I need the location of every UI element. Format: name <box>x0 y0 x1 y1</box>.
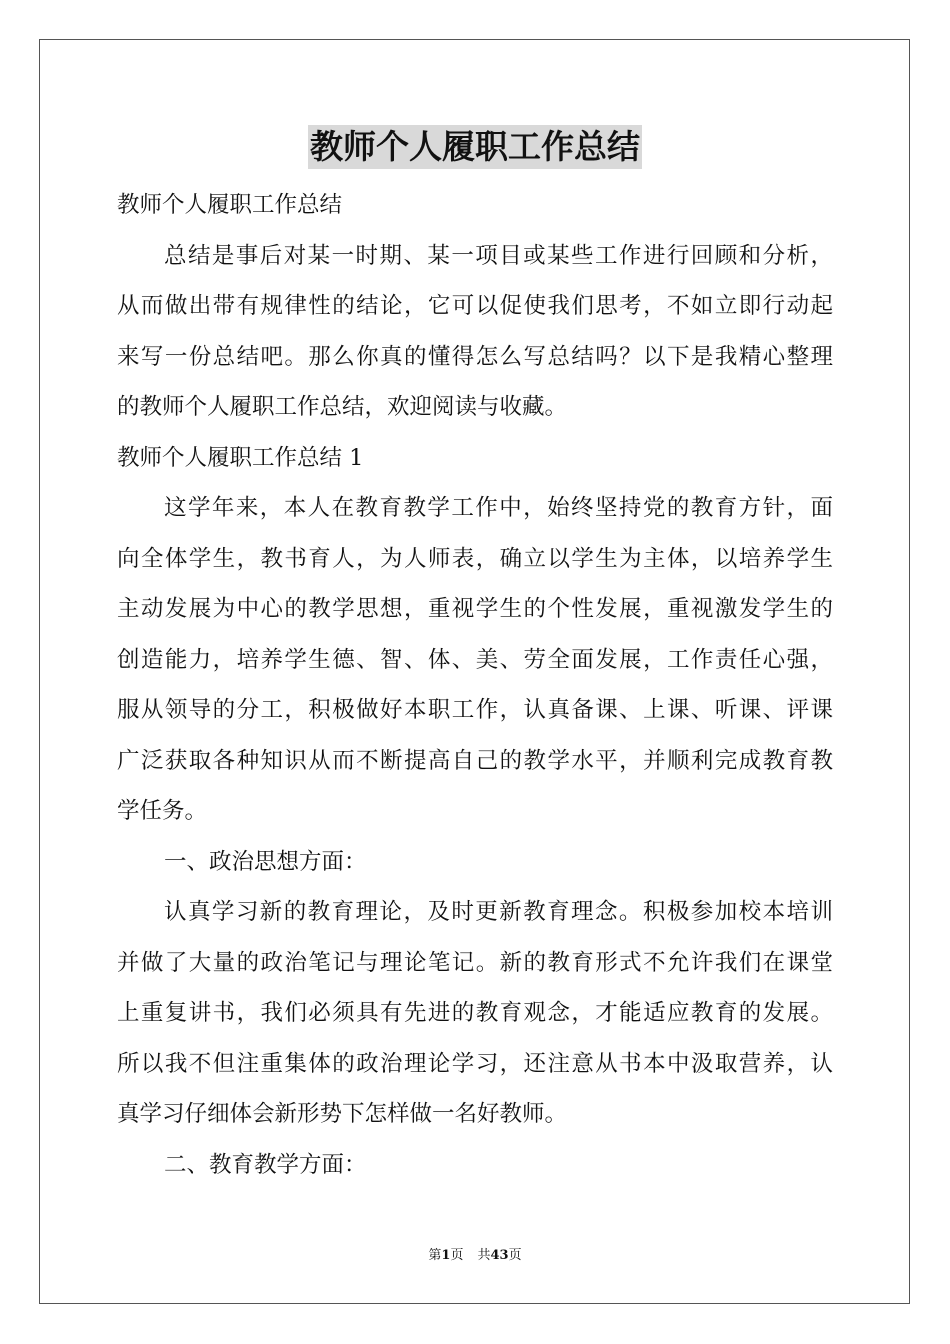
footer-page-prefix: 第 <box>428 1248 442 1263</box>
text-line: 二、教育教学方面： <box>164 1151 367 1178</box>
page-footer <box>0 1247 950 1265</box>
footer-total-prefix: 共 <box>477 1248 491 1263</box>
footer-page-suffix: 页 <box>450 1248 464 1263</box>
text-line: 创造能力，培养学生德、智、体、美、劳全面发展，工作责任心强， <box>117 646 833 673</box>
title-container <box>0 125 950 169</box>
text-line: 教师个人履职工作总结 <box>117 192 343 218</box>
text-line: 来写一份总结吧。那么你真的懂得怎么写总结吗？以下是我精心整理 <box>117 343 833 370</box>
text-line: 所以我不但注重集体的政治理论学习，还注意从书本中汲取营养，认 <box>117 1050 833 1077</box>
text-line: 认真学习新的教育理论，及时更新教育理念。积极参加校本培训 <box>164 899 833 925</box>
text-line: 向全体学生，教书育人，为人师表，确立以学生为主体，以培养学生 <box>117 545 833 572</box>
text-line: 广泛获取各种知识从而不断提高自己的教学水平，并顺利完成教育教 <box>117 747 833 774</box>
text-line: 总结是事后对某一时期、某一项目或某些工作进行回顾和分析， <box>164 242 833 269</box>
text-line: 并做了大量的政治笔记与理论笔记。新的教育形式不允许我们在课堂 <box>117 949 833 976</box>
text-line: 一、政治思想方面： <box>164 848 367 875</box>
text-line: 真学习仔细体会新形势下怎样做一名好教师。 <box>117 1101 568 1127</box>
text-line: 教师个人履职工作总结 1 <box>117 444 364 471</box>
footer-total-pages: 43 <box>490 1248 509 1263</box>
text-line: 服从领导的分工，积极做好本职工作，认真备课、上课、听课、评课 <box>117 697 833 723</box>
footer-total-suffix: 页 <box>508 1248 522 1263</box>
document-title: 教师个人履职工作总结 <box>308 125 642 169</box>
text-line: 从而做出带有规律性的结论，它可以促使我们思考，不如立即行动起 <box>117 293 833 319</box>
text-line: 主动发展为中心的教学思想，重视学生的个性发展，重视激发学生的 <box>117 596 833 622</box>
text-line: 上重复讲书，我们必须具有先进的教育观念，才能适应教育的发展。 <box>117 1000 833 1026</box>
text-line: 的教师个人履职工作总结，欢迎阅读与收藏。 <box>117 394 568 420</box>
text-line: 这学年来，本人在教育教学工作中，始终坚持党的教育方针，面 <box>164 495 833 521</box>
text-line: 学任务。 <box>117 798 208 824</box>
document-body <box>117 180 833 1190</box>
footer-page-number: 1 <box>441 1248 451 1263</box>
